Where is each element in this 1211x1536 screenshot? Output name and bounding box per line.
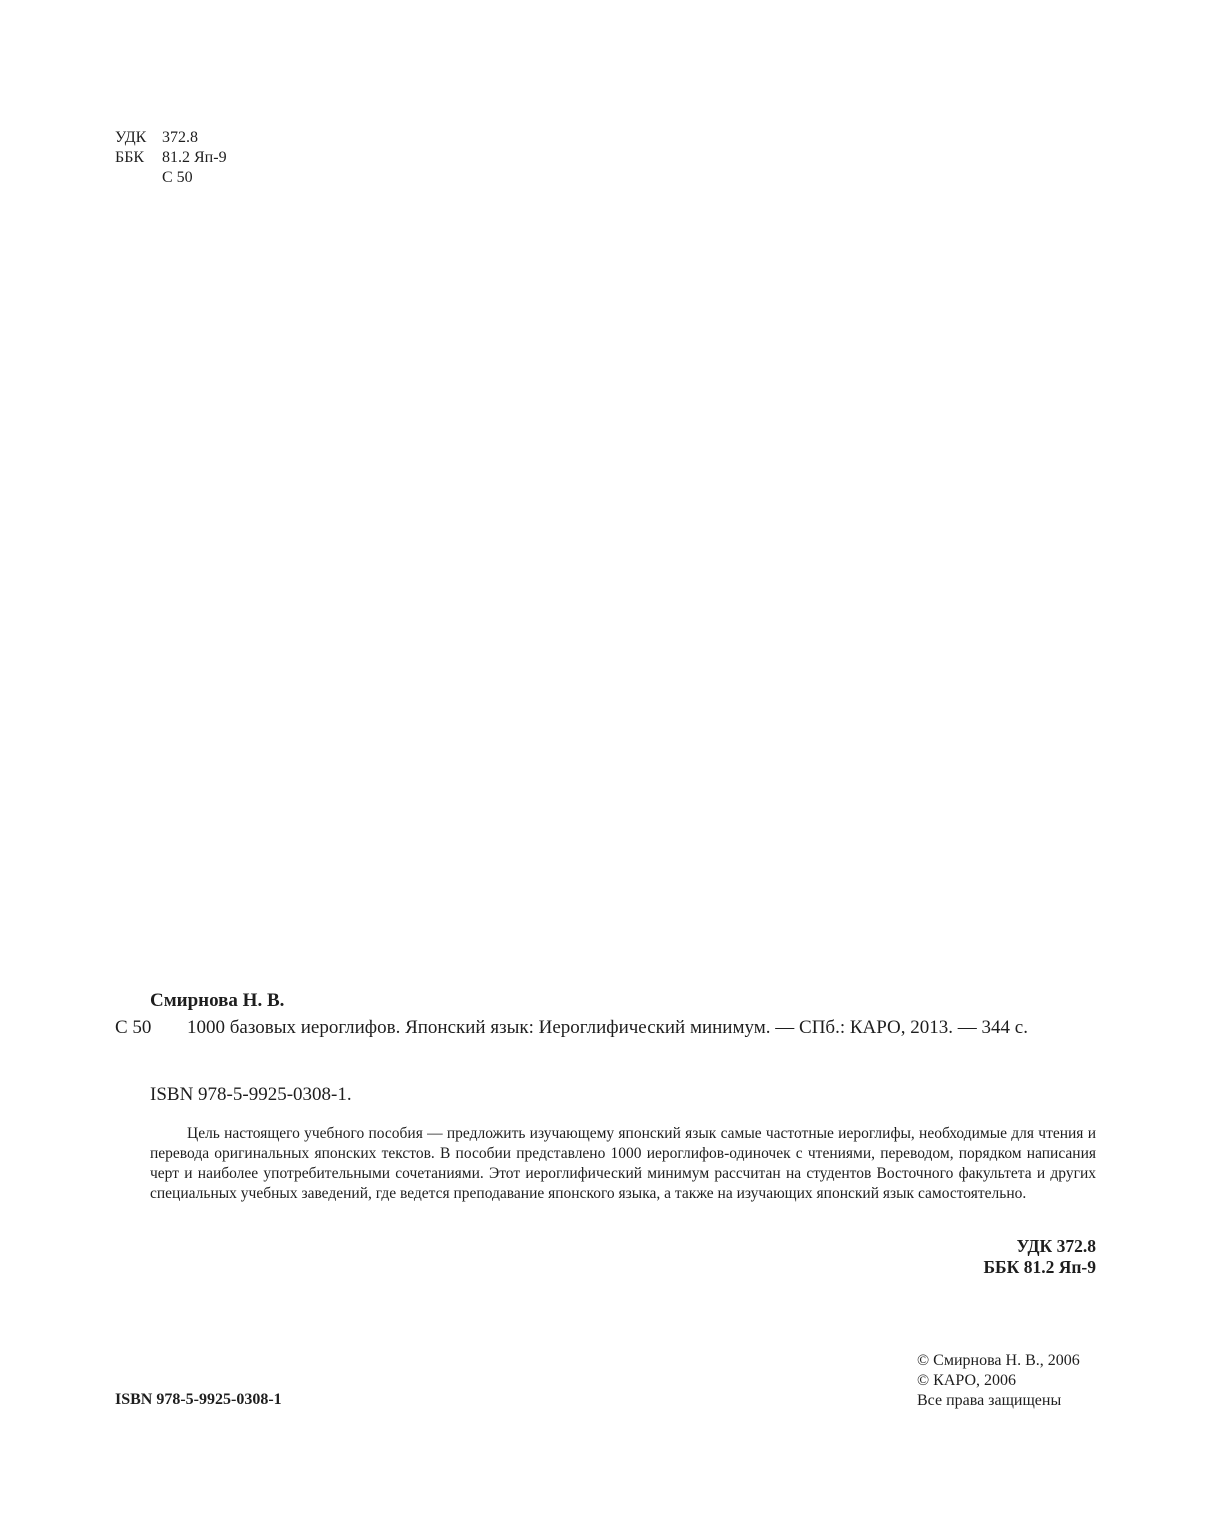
classification-label: УДК [115, 129, 147, 146]
author-mark-code: С 50 [115, 1017, 152, 1038]
classification-value: 372.8 [162, 129, 198, 146]
isbn-bottom: ISBN 978-5-9925-0308-1 [115, 1391, 282, 1408]
classification-value: С 50 [162, 169, 193, 186]
bbk-code: ББК 81.2 Яп-9 [983, 1257, 1096, 1277]
classification-row-udk [115, 128, 227, 148]
classification-codes-right [983, 1236, 1096, 1278]
copyright-block [917, 1351, 1080, 1411]
isbn-line: ISBN 978-5-9925-0308-1. [150, 1084, 352, 1105]
classification-value: 81.2 Яп-9 [162, 149, 227, 166]
rights-reserved: Все права защищены [917, 1392, 1062, 1409]
annotation-paragraph: Цель настоящего учебного пособия — предложить изучающему японский язык самые частотные иероглифы, необходимые для чтения и перевода оригинальных японских текстов. В пособии представлено 1000 иероглифов-одиночек с чтениями, переводом, порядком написания черт и наиболее употребительными сочетаниями. Этот иероглифический минимум рассчитан на студентов Восточного факультета и других специальных учебных заведений, где ведется преподавание японского языка, а также на изучающих японский язык самостоятельно. [150, 1125, 1096, 1202]
classification-block [115, 128, 227, 188]
udk-code: УДК 372.8 [1016, 1236, 1096, 1256]
bibliographic-description: 1000 базовых иероглифов. Японский язык: Иероглифический минимум. — СПб.: КАРО, 2013. — 344 с. [187, 1017, 1028, 1038]
copyright-line: © Смирнова Н. В., 2006 [917, 1352, 1080, 1369]
classification-label: ББК [115, 149, 145, 166]
copyright-line: © КАРО, 2006 [917, 1372, 1017, 1389]
classification-row-author-mark [115, 168, 227, 188]
classification-row-bbk [115, 148, 227, 168]
classification-label [115, 168, 162, 188]
author-name: Смирнова Н. В. [150, 990, 285, 1011]
